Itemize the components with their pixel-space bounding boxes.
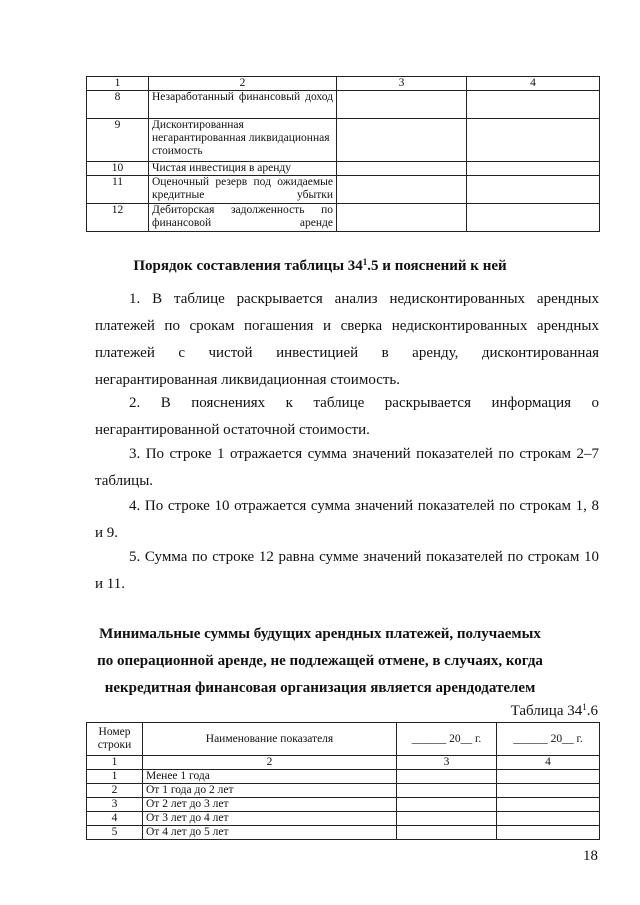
table-1	[86, 76, 600, 232]
section-2-heading-line: по операционной аренде, не подлежащей отмене, в случаях, когда	[97, 653, 543, 669]
indicator-name: Оценочный резерв под ожидаемые кредитные убытки	[149, 176, 337, 204]
value-cell	[467, 176, 600, 204]
paragraph: 5. Сумма по строке 12 равна сумме значений показателей по строкам 10 и 11.	[95, 549, 599, 592]
row-number: 5	[87, 826, 143, 840]
header-period: ______ 20__ г.	[497, 723, 600, 756]
table-row	[87, 176, 600, 204]
value-cell	[497, 770, 600, 784]
section-1-heading: Порядок составления таблицы $34^1.5$ и пояснений к ней	[133, 257, 507, 274]
column-number: 3	[397, 756, 497, 770]
header-period: ______ 20__ г.	[397, 723, 497, 756]
column-number: 2	[143, 756, 397, 770]
page-number: 18	[583, 848, 598, 864]
table-1-header-cell: 1	[87, 77, 149, 91]
column-number: 4	[497, 756, 600, 770]
value-cell	[397, 798, 497, 812]
section-2-heading-line: Минимальные суммы будущих арендных платежей, получаемых	[99, 626, 541, 642]
row-number: 3	[87, 798, 143, 812]
value-cell	[467, 204, 600, 232]
table-row	[87, 162, 600, 176]
value-cell	[397, 812, 497, 826]
table-2-header-row	[87, 723, 600, 756]
row-number: 9	[87, 119, 149, 162]
table-row	[87, 784, 600, 798]
indicator-name: От 2 лет до 3 лет	[143, 798, 397, 812]
paragraph: 2. В пояснениях к таблице раскрывается информация о негарантированной остаточной стоимости.	[95, 395, 599, 438]
value-cell	[397, 784, 497, 798]
table-2	[86, 722, 600, 840]
table-label: Таблица $34^1.6$	[510, 702, 598, 719]
table-row	[87, 204, 600, 232]
value-cell	[467, 91, 600, 119]
table-2-number-row	[87, 756, 600, 770]
value-cell	[337, 204, 467, 232]
row-number: 11	[87, 176, 149, 204]
indicator-name: Дисконтированная негарантированная ликвидационная стоимость	[149, 119, 337, 162]
paragraph: 3. По строке 1 отражается сумма значений показателей по строкам 2–7 таблицы.	[95, 446, 599, 489]
paragraph: 4. По строке 10 отражается сумма значений показателей по строкам 1, 8 и 9.	[95, 498, 599, 541]
table-row	[87, 119, 600, 162]
row-number: 12	[87, 204, 149, 232]
value-cell	[497, 798, 600, 812]
row-number: 8	[87, 91, 149, 119]
header-row-number: Номер строки	[87, 723, 143, 756]
value-cell	[397, 826, 497, 840]
paragraph: 1. В таблице раскрывается анализ недисконтированных арендных платежей по срокам погашения и сверка недисконтированных арендных платежей с чистой инвестицией в аренду, дисконтированная негарантированная ликвидационная стоимость.	[95, 291, 599, 388]
table-1-header-cell: 4	[467, 77, 600, 91]
table-1-header-cell: 3	[337, 77, 467, 91]
value-cell	[497, 812, 600, 826]
indicator-name: От 4 лет до 5 лет	[143, 826, 397, 840]
row-number: 2	[87, 784, 143, 798]
table-row	[87, 826, 600, 840]
indicator-name: От 3 лет до 4 лет	[143, 812, 397, 826]
indicator-name: Дебиторская задолженность по финансовой аренде	[149, 204, 337, 232]
value-cell	[467, 119, 600, 162]
row-number: 1	[87, 770, 143, 784]
value-cell	[337, 162, 467, 176]
section-2-heading-line: некредитная финансовая организация является арендодателем	[104, 680, 536, 696]
row-number: 4	[87, 812, 143, 826]
indicator-name: Менее 1 года	[143, 770, 397, 784]
table-row	[87, 91, 600, 119]
value-cell	[497, 784, 600, 798]
indicator-name: От 1 года до 2 лет	[143, 784, 397, 798]
value-cell	[337, 119, 467, 162]
indicator-name: Незаработанный финансовый доход	[149, 91, 337, 119]
table-row	[87, 798, 600, 812]
table-row	[87, 770, 600, 784]
value-cell	[397, 770, 497, 784]
column-number: 1	[87, 756, 143, 770]
row-number: 10	[87, 162, 149, 176]
value-cell	[337, 176, 467, 204]
table-1-header-row	[87, 77, 600, 91]
indicator-name: Чистая инвестиция в аренду	[149, 162, 337, 176]
value-cell	[467, 162, 600, 176]
value-cell	[497, 826, 600, 840]
value-cell	[337, 91, 467, 119]
table-1-header-cell: 2	[149, 77, 337, 91]
table-row	[87, 812, 600, 826]
header-indicator-name: Наименование показателя	[143, 723, 397, 756]
